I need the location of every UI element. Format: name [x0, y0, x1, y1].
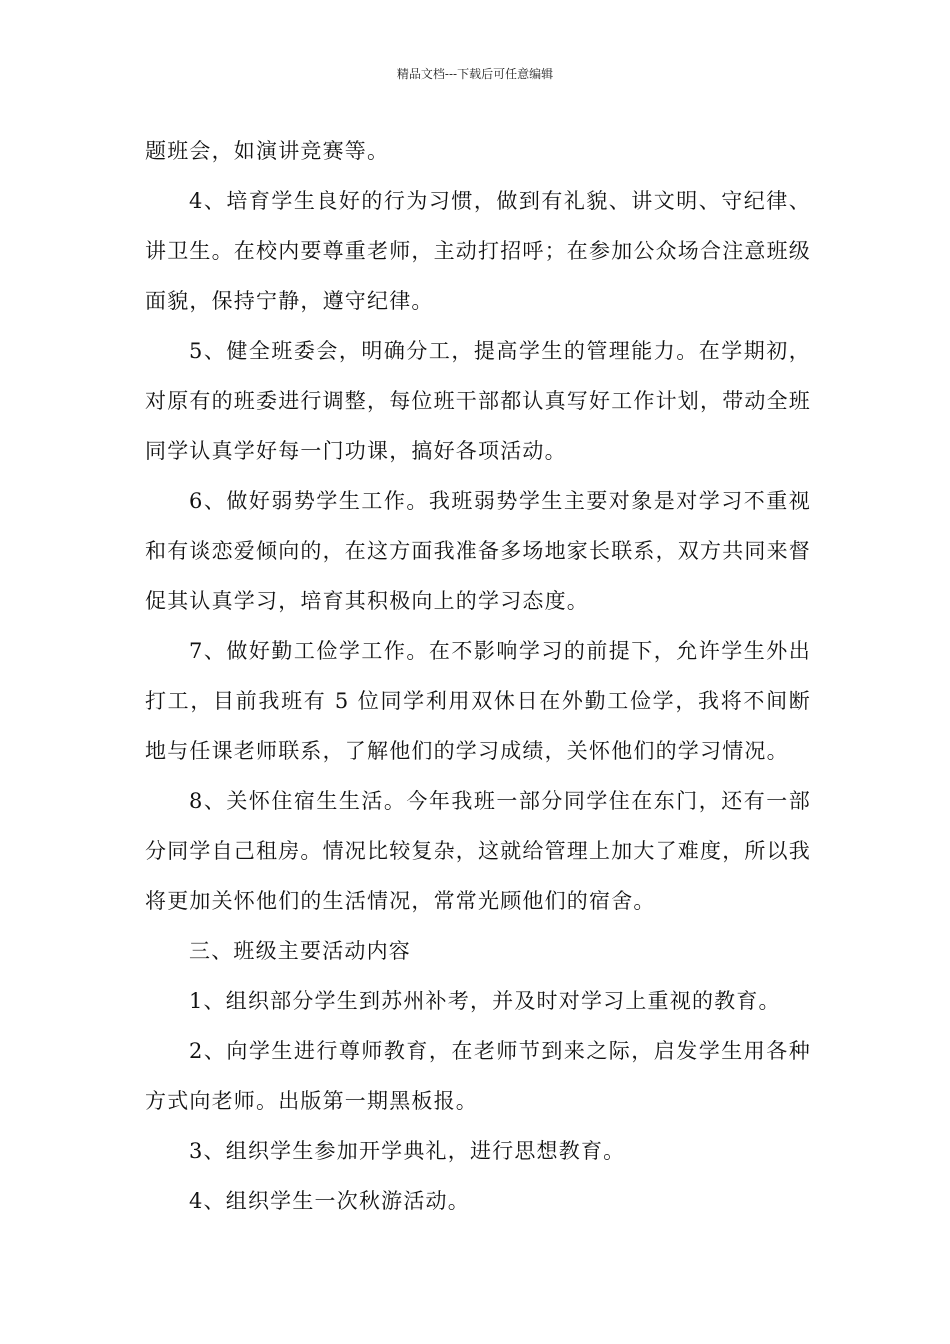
paragraph-item-5-class-committee: 5、健全班委会，明确分工，提高学生的管理能力。在学期初，对原有的班委进行调整，每位班干部都认真写好工作计划，带动全班同学认真学好每一门功课，搞好各项活动。 [145, 339, 811, 463]
paragraph-continuation: 题班会，如演讲竞赛等。 [145, 139, 390, 163]
document-body [145, 126, 811, 1226]
page-header: 精品文档---下载后可任意编辑 [396, 67, 554, 81]
section-heading-activities: 三、班级主要活动内容 [189, 939, 411, 963]
activity-item-4: 4、组织学生一次秋游活动。 [189, 1189, 470, 1213]
activity-item-1: 1、组织部分学生到苏州补考，并及时对学习上重视的教育。 [189, 989, 781, 1013]
paragraph-item-8-boarding: 8、关怀住宿生生活。今年我班一部分同学住在东门，还有一部分同学自己租房。情况比较复杂，这就给管理上加大了难度，所以我将更加关怀他们的生活情况，常常光顾他们的宿舍。 [145, 789, 811, 913]
paragraph-item-6-weak-students: 6、做好弱势学生工作。我班弱势学生主要对象是对学习不重视和有谈恋爱倾向的，在这方面我准备多场地家长联系，双方共同来督促其认真学习，培育其积极向上的学习态度。 [145, 489, 811, 613]
paragraph-item-7-work-study: 7、做好勤工俭学工作。在不影响学习的前提下，允许学生外出打工，目前我班有 5 位同学利用双休日在外勤工俭学，我将不间断地与任课老师联系，了解他们的学习成绩，关怀他们的学习情况。 [145, 639, 811, 763]
paragraph-item-4-habits: 4、培育学生良好的行为习惯，做到有礼貌、讲文明、守纪律、讲卫生。在校内要尊重老师，主动打招呼；在参加公众场合注意班级面貌，保持宁静，遵守纪律。 [145, 189, 811, 313]
activity-item-3: 3、组织学生参加开学典礼，进行思想教育。 [189, 1139, 626, 1163]
activity-item-2: 2、向学生进行尊师教育，在老师节到来之际，启发学生用各种方式向老师。出版第一期黑板报。 [145, 1039, 811, 1113]
